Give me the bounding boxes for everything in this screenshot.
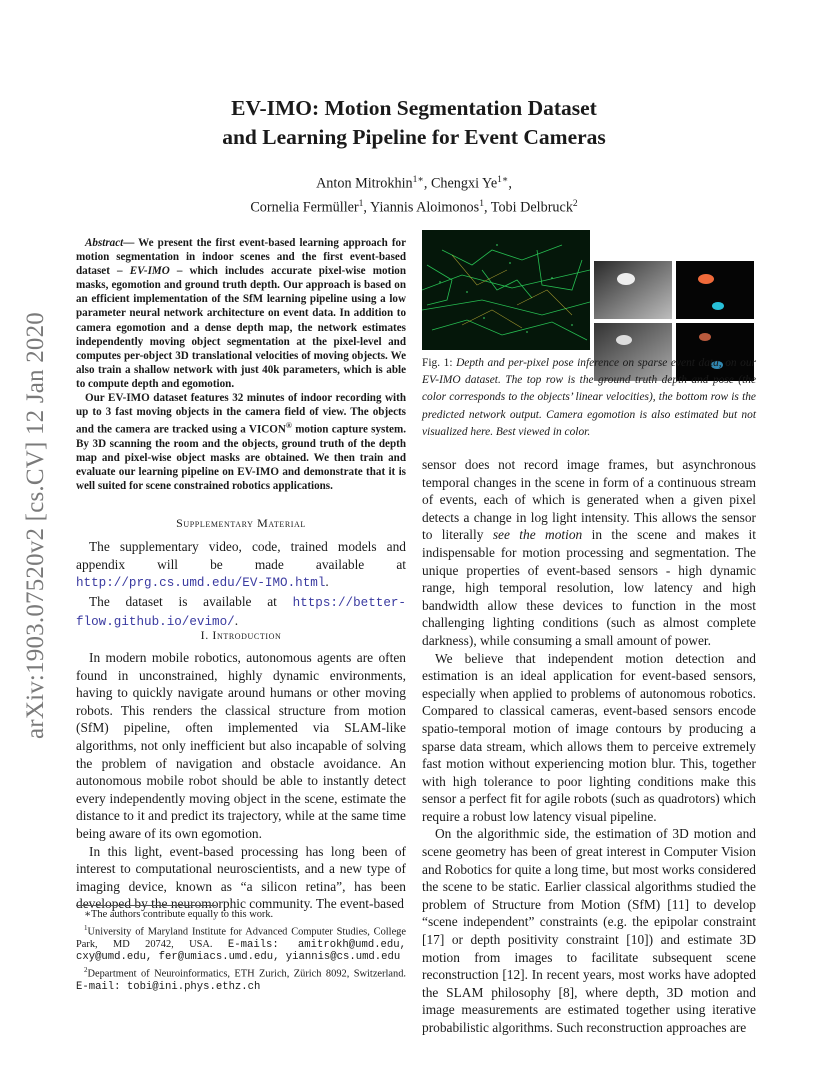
author-list: Anton Mitrokhin$^{1∗}$, Chengxi $Ye^{1∗}$, Cornelia Fermüller$^1$, Yiannis Aloimonos$^1$, Tobi Delbruck$^2$ (250, 175, 578, 216)
body-text: The dataset is available at (89, 593, 293, 609)
body-text: The supplementary video, code, trained models and appendix will be made available at (76, 539, 406, 572)
punct: . (325, 574, 329, 590)
author-name: Yiannis Aloimonos (370, 199, 480, 216)
section-heading: Supplementary Material (176, 516, 306, 530)
author-affil: 2 (572, 198, 578, 209)
body-paragraph: In this light, event-based processing has long been of interest to computational neuroscientists, and a new type of imaging device, known as “a silicon retina”, has been developed by the neuromorphic community. The event-based (76, 843, 406, 912)
author-affil: 1 (358, 198, 364, 209)
footnotes (76, 905, 406, 994)
body-text: sensor does not record image frames, but asynchronous temporal changes in the scene in form of a continuous stream of events, each of which is generated when a given pixel detects a change in log light intensity. This allows the sensor to literally (422, 457, 756, 543)
right-column-text (422, 456, 756, 1037)
title-line-2: and Learning Pipeline for Event Cameras (222, 125, 606, 149)
abstract (76, 236, 406, 493)
body-paragraph: In modern mobile robotics, autonomous agents are often found in unconstrained, highly dynamic environments, having to quickly navigate around humans or other moving robots. This renders the classical structure from motion (SfM) pipeline, often implemented via SLAM-like algorithms, not only inefficient but also incapable of solving the problem of navigation and obstacle avoidance. An autonomous mobile robot should be able to instantly detect every independently moving object in the scene, estimate the distance to it and predict its trajectory, while at the same time being aware of its own egomotion. (76, 650, 406, 841)
footnote (76, 964, 406, 994)
author-name: Tobi Delbruck (490, 199, 573, 216)
footnote: ∗The authors contribute equally to this work. (84, 909, 274, 920)
abstract-text: — We present the first event-based learning approach for motion segmentation in indoor scenes and the first event-based dataset – (76, 237, 406, 278)
body-paragraph: We believe that independent motion detection and estimation is an ideal application for event-based sensors, especially when applied to problems of autonomous robotics. Compared to classical cameras, event-based sensors encode spatio-temporal motion of image contours by producing a sparse data stream, which allows them to perceive extremely fast motion without experiencing motion blur. This, together with high tolerance to poor lighting conditions make this sensor a perfect fit for agile robots (such as quadrotors) which require a robust low latency visual pipeline. (422, 650, 756, 824)
footnote-rule (76, 905, 216, 906)
figure-caption (422, 355, 756, 441)
dataset-name: EV-IMO (129, 265, 170, 278)
author-name: Chengxi Ye (430, 175, 498, 192)
registered-mark: ® (285, 421, 292, 431)
title-line-1: EV-IMO: Motion Segmentation Dataset (231, 96, 597, 120)
footnote-emails: E-mails: amitrokh@umd.edu, cxy@umd.edu, fer@umiacs.umd.edu, yiannis@cs.umd.edu (76, 938, 406, 964)
author-name: Anton Mitrokhin (316, 175, 413, 192)
body-paragraph: On the algorithmic side, the estimation of 3D motion and scene geometry has been of great interest in Computer Vision and Robotics for quite a long time, but most works considered the scene to be static. Earlier classical algorithms studied the problem of Structure from Motion (SfM) [11] to develop “scene independent” constraints (e.g. the epipolar constraint [17] or depth positivity constraint [10]) and estimate 3D motion from images to facilitate subsequent scene reconstruction [12]. In recent years, most works have adopted the SLAM philosophy [8], where depth, 3D motion and image measurements are estimated together using iterative probabilistic algorithms. Such reconstruction approaches are (422, 826, 756, 1035)
dataset-link[interactable]: https://better-flow.github.io/evimo/ (76, 595, 406, 630)
author-affil: 1∗ (497, 175, 509, 185)
arxiv-identifier: arXiv:1903.07520v2 [cs.CV] 12 Jan 2020 (22, 312, 49, 740)
figure-label: Fig. 1: (422, 357, 457, 369)
footnote-text: University of Maryland Institute for Advanced Computer Studies, College Park, MD 20742, USA. (76, 926, 406, 950)
paper-title (100, 94, 728, 152)
caption-text: Depth and per-pixel pose inference on sparse event data, on our EV-IMO dataset. The top row is the ground truth depth and pose (the color corresponds to the objects’ linear velocities), the bottom row is the predicted network output. Camera egomotion is also estimated but not visualized here. Best viewed in color. (422, 357, 756, 438)
abstract-text: motion capture system. By 3D scanning the room and the objects, ground truth of the depth map and pixel-wise object masks are obtained. We then train and evaluate our learning pipeline on EV-IMO and demonstrate that it is well suited for scene constrained robotics applications. (76, 423, 406, 493)
body-text: in the scene and makes it indispensable for motion processing and segmentation. The unique properties of event-based sensors - high dynamic range, high temporal resolution, low latency and high bandwidth allow these devices to function in the most challenging lighting conditions (such as almost complete darkness), while consuming a small amount of power. (422, 527, 756, 648)
punct: . (234, 613, 239, 629)
footnote (76, 922, 406, 964)
abstract-label: Abstract (85, 237, 124, 249)
footnote-text: Department of Neuroinformatics, ETH Zurich, Zürich 8092, Switzerland. (87, 968, 406, 980)
section-heading: I. Introduction (200, 628, 282, 642)
author-name: Cornelia Fermüller (250, 199, 359, 216)
author-affil: 1 (479, 198, 484, 209)
abstract-text: – which includes accurate pixel-wise motion masks, egomotion and ground truth depth. Our approach is based on an efficient implementation of the SfM learning pipeline using a low parameter neural network architecture on event data. In addition to camera egomotion and a dense depth map, the network estimates independently moving object segmentation at the pixel-level and computes per-object 3D translational velocities of moving objects. We also train a shallow network with just 40k parameters, which is able to compute depth and egomotion. (76, 265, 406, 390)
supplementary-section (76, 516, 406, 632)
author-affil: 1∗ (412, 175, 424, 185)
supplementary-link[interactable]: http://prg.cs.umd.edu/EV-IMO.html (76, 576, 326, 591)
abstract-text: Our EV-IMO dataset features 32 minutes of indoor recording with up to 3 fast moving objects in the camera field of view. The objects and the camera are tracked using a VICON (76, 392, 406, 436)
introduction-section (76, 628, 406, 913)
footnote-email: E-mail: tobi@ini.phys.ethz.ch (76, 980, 261, 993)
event-image-panel (422, 230, 590, 350)
emphasis: see the motion (492, 527, 583, 543)
footnote-mark: 2 (84, 965, 88, 974)
footnote-mark: 1 (84, 923, 88, 932)
body-paragraph (422, 456, 756, 650)
